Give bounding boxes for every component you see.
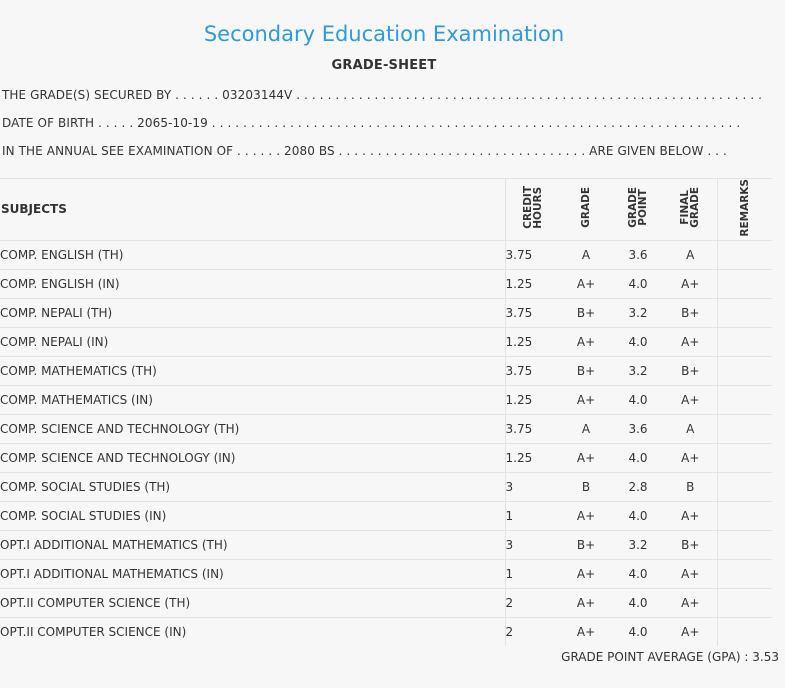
subject-cell: COMP. MATHEMATICS (TH) xyxy=(0,356,505,385)
table-row xyxy=(0,617,772,646)
table-row xyxy=(0,559,772,588)
page-title: Secondary Education Examination xyxy=(203,22,565,46)
table-row xyxy=(0,385,772,414)
grade-point-cell: 4.0 xyxy=(612,269,664,298)
grades-table-body xyxy=(0,240,772,646)
credit-hours-cell: 3.75 xyxy=(505,298,560,327)
subject-cell: OPT.II COMPUTER SCIENCE (IN) xyxy=(0,617,505,646)
grade-cell: B xyxy=(560,472,612,501)
remarks-cell xyxy=(717,240,772,269)
final-grade-header xyxy=(664,179,717,241)
remarks-cell xyxy=(717,298,772,327)
table-header-row xyxy=(0,179,772,241)
subject-cell: COMP. SCIENCE AND TECHNOLOGY (IN) xyxy=(0,443,505,472)
final-grade-cell: A+ xyxy=(664,269,717,298)
subject-cell: COMP. NEPALI (IN) xyxy=(0,327,505,356)
credit-hours-header-line1: CREDIT xyxy=(521,186,534,230)
grade-cell: A+ xyxy=(560,559,612,588)
examination-line: IN THE ANNUAL SEE EXAMINATION OF . . . . . . 2080 BS . . . . . . . . . . . . . . . . . . . . . . . . . . . . . . . . ARE GIVEN BELOW . . . xyxy=(2,144,727,158)
subject-cell: COMP. ENGLISH (IN) xyxy=(0,269,505,298)
table-row xyxy=(0,356,772,385)
grade-cell: A+ xyxy=(560,327,612,356)
remarks-cell xyxy=(717,530,772,559)
remarks-cell xyxy=(717,588,772,617)
final-grade-cell: B xyxy=(664,472,717,501)
final-grade-header-line1: FINAL xyxy=(679,190,692,226)
page-subtitle: GRADE-SHEET xyxy=(331,58,437,73)
table-row xyxy=(0,501,772,530)
table-row xyxy=(0,240,772,269)
grade-point-header-line1: GRADE xyxy=(627,187,639,229)
subjects-header: SUBJECTS xyxy=(0,179,505,241)
remarks-cell xyxy=(717,501,772,530)
final-grade-cell: B+ xyxy=(664,530,717,559)
subject-cell: COMP. NEPALI (TH) xyxy=(0,298,505,327)
credit-hours-cell: 1 xyxy=(505,501,560,530)
grade-point-header-line2: POINT xyxy=(637,189,649,227)
remarks-cell xyxy=(717,385,772,414)
remarks-header xyxy=(717,179,772,241)
subject-cell: COMP. MATHEMATICS (IN) xyxy=(0,385,505,414)
grade-point-cell: 3.2 xyxy=(612,298,664,327)
credit-hours-header xyxy=(505,179,560,241)
subject-cell: COMP. SOCIAL STUDIES (TH) xyxy=(0,472,505,501)
remarks-cell xyxy=(717,327,772,356)
credit-hours-cell: 2 xyxy=(505,617,560,646)
grade-cell: A+ xyxy=(560,385,612,414)
grade-point-cell: 4.0 xyxy=(612,501,664,530)
final-grade-cell: A+ xyxy=(664,385,717,414)
credit-hours-cell: 3 xyxy=(505,530,560,559)
grade-point-cell: 4.0 xyxy=(612,559,664,588)
grade-point-cell: 4.0 xyxy=(612,327,664,356)
table-row xyxy=(0,298,772,327)
final-grade-cell: A xyxy=(664,240,717,269)
remarks-cell xyxy=(717,443,772,472)
subject-cell: OPT.II COMPUTER SCIENCE (TH) xyxy=(0,588,505,617)
final-grade-cell: A xyxy=(664,414,717,443)
subject-cell: COMP. ENGLISH (TH) xyxy=(0,240,505,269)
grade-cell: A+ xyxy=(560,269,612,298)
grade-header xyxy=(560,179,612,241)
credit-hours-cell: 1 xyxy=(505,559,560,588)
grade-cell: A+ xyxy=(560,443,612,472)
grade-cell: A+ xyxy=(560,617,612,646)
subject-cell: COMP. SOCIAL STUDIES (IN) xyxy=(0,501,505,530)
table-row xyxy=(0,414,772,443)
credit-hours-cell: 1.25 xyxy=(505,443,560,472)
remarks-cell xyxy=(717,414,772,443)
final-grade-cell: A+ xyxy=(664,559,717,588)
grades-table xyxy=(0,178,772,646)
credit-hours-cell: 3 xyxy=(505,472,560,501)
grade-cell: B+ xyxy=(560,356,612,385)
grade-cell: B+ xyxy=(560,530,612,559)
remarks-cell xyxy=(717,559,772,588)
grade-cell: A+ xyxy=(560,588,612,617)
final-grade-cell: B+ xyxy=(664,356,717,385)
credit-hours-cell: 1.25 xyxy=(505,385,560,414)
table-row xyxy=(0,588,772,617)
remarks-cell xyxy=(717,472,772,501)
grade-header-label: GRADE xyxy=(580,187,592,229)
remarks-cell xyxy=(717,356,772,385)
table-row xyxy=(0,269,772,298)
grade-point-cell: 4.0 xyxy=(612,617,664,646)
grade-point-cell: 3.2 xyxy=(612,356,664,385)
final-grade-cell: A+ xyxy=(664,617,717,646)
grade-point-cell: 4.0 xyxy=(612,385,664,414)
gpa-summary: GRADE POINT AVERAGE (GPA) : 3.53 xyxy=(561,650,779,664)
grade-point-cell: 3.6 xyxy=(612,240,664,269)
final-grade-cell: B+ xyxy=(664,298,717,327)
final-grade-cell: A+ xyxy=(664,327,717,356)
subject-cell: OPT.I ADDITIONAL MATHEMATICS (TH) xyxy=(0,530,505,559)
credit-hours-cell: 1.25 xyxy=(505,327,560,356)
credit-hours-cell: 3.75 xyxy=(505,356,560,385)
remarks-header-label: REMARKS xyxy=(738,179,751,237)
grade-point-cell: 4.0 xyxy=(612,588,664,617)
final-grade-cell: A+ xyxy=(664,443,717,472)
grade-point-cell: 3.2 xyxy=(612,530,664,559)
grade-point-header xyxy=(612,179,664,241)
grade-cell: A xyxy=(560,240,612,269)
subject-cell: OPT.I ADDITIONAL MATHEMATICS (IN) xyxy=(0,559,505,588)
table-row xyxy=(0,327,772,356)
final-grade-cell: A+ xyxy=(664,501,717,530)
credit-hours-cell: 3.75 xyxy=(505,414,560,443)
grade-cell: A xyxy=(560,414,612,443)
grade-point-cell: 3.6 xyxy=(612,414,664,443)
remarks-cell xyxy=(717,269,772,298)
credit-hours-header-line2: HOURS xyxy=(531,186,544,229)
grade-point-cell: 2.8 xyxy=(612,472,664,501)
credit-hours-cell: 3.75 xyxy=(505,240,560,269)
table-row xyxy=(0,472,772,501)
grade-point-cell: 4.0 xyxy=(612,443,664,472)
final-grade-header-line2: GRADE xyxy=(689,187,702,229)
table-row xyxy=(0,530,772,559)
final-grade-cell: A+ xyxy=(664,588,717,617)
secured-by-line: THE GRADE(S) SECURED BY . . . . . . 03203144V . . . . . . . . . . . . . . . . . . . . . . . . . . . . . . . . . . . . . . . . . . . . . . . . . . . . . . . . . . . . xyxy=(2,88,763,102)
grade-cell: B+ xyxy=(560,298,612,327)
date-of-birth-line: DATE OF BIRTH . . . . . 2065-10-19 . . . . . . . . . . . . . . . . . . . . . . . . . . . . . . . . . . . . . . . . . . . . . . . . . . . . . . . . . . . . . . . . . . . . xyxy=(2,116,741,130)
credit-hours-cell: 2 xyxy=(505,588,560,617)
remarks-cell xyxy=(717,617,772,646)
credit-hours-cell: 1.25 xyxy=(505,269,560,298)
subject-cell: COMP. SCIENCE AND TECHNOLOGY (TH) xyxy=(0,414,505,443)
grade-cell: A+ xyxy=(560,501,612,530)
table-row xyxy=(0,443,772,472)
